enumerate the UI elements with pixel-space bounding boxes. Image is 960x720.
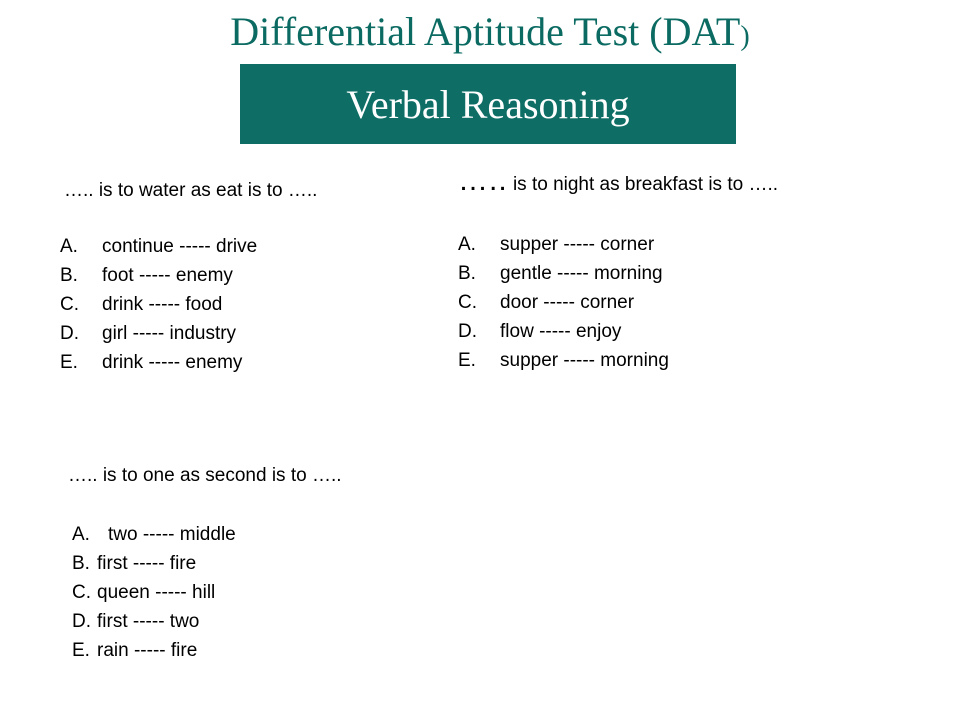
option-c bbox=[60, 290, 257, 319]
option-text: drink ----- food bbox=[102, 294, 223, 315]
option-text: first ----- fire bbox=[97, 553, 197, 574]
option-text: door ----- corner bbox=[500, 292, 635, 313]
option-text: flow ----- enjoy bbox=[500, 321, 622, 342]
question-2-prompt-text: is to night as breakfast is to ….. bbox=[507, 174, 779, 195]
option-letter: B. bbox=[72, 553, 90, 574]
option-d bbox=[60, 319, 257, 348]
option-letter: A. bbox=[458, 234, 476, 255]
option-e bbox=[60, 348, 257, 377]
option-text: gentle ----- morning bbox=[500, 263, 663, 284]
option-c bbox=[72, 578, 236, 607]
option-letter: B. bbox=[458, 263, 476, 284]
option-letter: D. bbox=[72, 611, 91, 632]
option-d bbox=[458, 317, 669, 346]
option-letter: C. bbox=[72, 582, 91, 603]
option-text: girl ----- industry bbox=[102, 323, 237, 344]
option-text: queen ----- hill bbox=[97, 582, 216, 603]
page-title bbox=[0, 8, 960, 55]
question-2-prompt-lead: ….. bbox=[458, 164, 508, 197]
option-letter: C. bbox=[60, 294, 79, 315]
option-b bbox=[458, 259, 669, 288]
option-c bbox=[458, 288, 669, 317]
option-letter: D. bbox=[60, 323, 79, 344]
question-3-options bbox=[72, 520, 236, 665]
question-2-options bbox=[458, 230, 669, 375]
option-letter: C. bbox=[458, 292, 477, 313]
option-text: drink ----- enemy bbox=[102, 352, 243, 373]
question-2-prompt bbox=[458, 164, 778, 198]
option-text: supper ----- morning bbox=[500, 350, 669, 371]
question-1-options bbox=[60, 232, 257, 377]
option-letter: E. bbox=[458, 350, 476, 371]
option-text: two ----- middle bbox=[108, 524, 236, 545]
option-text: first ----- two bbox=[97, 611, 200, 632]
option-b bbox=[72, 549, 236, 578]
option-letter: E. bbox=[60, 352, 78, 373]
option-letter: D. bbox=[458, 321, 477, 342]
option-letter: A. bbox=[72, 524, 90, 545]
option-b bbox=[60, 261, 257, 290]
section-banner-label: Verbal Reasoning bbox=[346, 81, 630, 127]
section-banner bbox=[240, 64, 736, 144]
title-paren: ) bbox=[740, 21, 750, 52]
title-main: Differential Aptitude Test (DAT bbox=[230, 9, 741, 54]
option-text: supper ----- corner bbox=[500, 234, 655, 255]
option-letter: A. bbox=[60, 236, 78, 257]
question-3-prompt: ….. is to one as second is to ….. bbox=[68, 465, 342, 486]
option-a bbox=[60, 232, 257, 261]
option-e bbox=[458, 346, 669, 375]
option-a bbox=[72, 520, 236, 549]
option-text: rain ----- fire bbox=[97, 640, 198, 661]
option-a bbox=[458, 230, 669, 259]
option-letter: B. bbox=[60, 265, 78, 286]
option-text: continue ----- drive bbox=[102, 236, 258, 257]
option-d bbox=[72, 607, 236, 636]
option-letter: E. bbox=[72, 640, 90, 661]
option-e bbox=[72, 636, 236, 665]
question-1-prompt: ….. is to water as eat is to ….. bbox=[64, 180, 318, 201]
option-text: foot ----- enemy bbox=[102, 265, 233, 286]
